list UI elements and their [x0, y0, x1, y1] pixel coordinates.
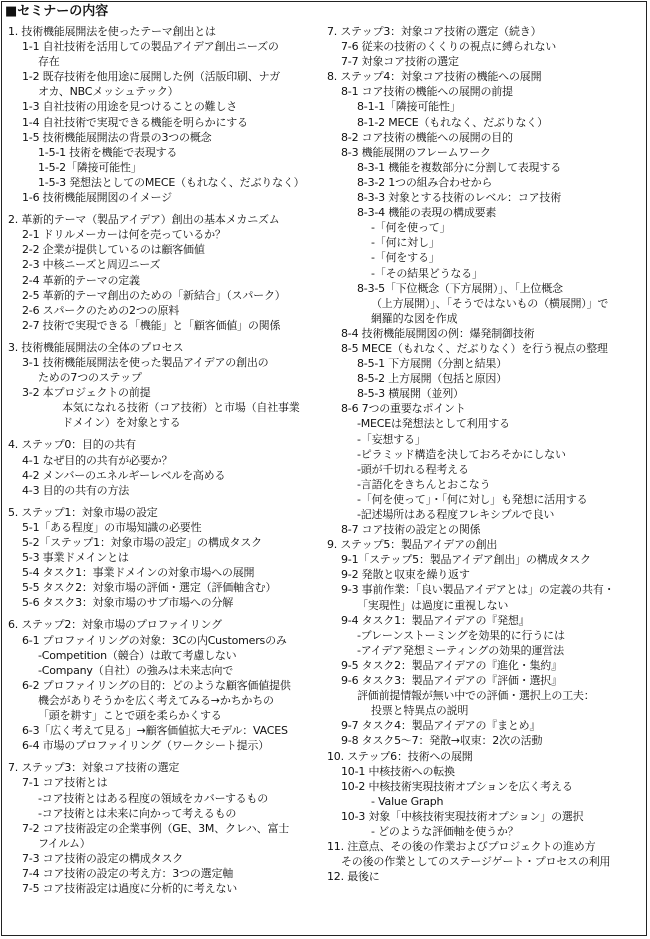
section-gap [8, 333, 323, 340]
list-item: 6-2 プロファイリングの目的：どのような顧客価値提供 [22, 678, 291, 692]
list-item: 1-5 技術機能展開法の背景の3つの概念 [22, 130, 212, 144]
list-item: -言語化をきちんとおこなう [357, 477, 491, 491]
section-heading: 11. 注意点、その後の作業およびプロジェクトの進め方 [327, 840, 596, 854]
list-item: 4-2 メンバーのエネルギーレベルを高める [22, 468, 226, 482]
section-heading: 12. 最後に [327, 870, 380, 884]
list-item: -頭が千切れる程考える [357, 462, 469, 476]
list-item: 5-6 タスク3：対象市場のサブ市場への分解 [22, 596, 234, 610]
list-item: 8-1 コア技術の機能への展開の前提 [341, 85, 513, 99]
list-item: 2-4 革新的テーマの定義 [22, 273, 140, 287]
list-item: 8-4 技術機能展開図の例：爆発制御技術 [341, 326, 535, 340]
list-item: 9-8 タスク5～7：発散→収束：2次の活動 [341, 734, 543, 748]
list-item: -「何に対し」 [371, 236, 440, 250]
list-item: -コア技術とはある程度の領域をカバーするもの [38, 791, 269, 805]
list-item: 本気になれる技術（コア技術）と市場（自社事業 [62, 401, 300, 415]
left-column [8, 24, 323, 896]
list-item: 8-1-2 MECE（もれなく、だぶりなく） [357, 115, 548, 129]
page-title: ■セミナーの内容 [5, 4, 109, 19]
list-item: （上方展開）」、「そうではないもの（横展開）」で [371, 296, 609, 310]
list-item: 1-3 自社技術の用途を見つけることの難しさ [22, 100, 238, 114]
list-item: フイルム） [38, 836, 91, 850]
list-item: 9-3 事前作業：「良い製品アイデアとは」の定義の共有・ [341, 583, 615, 597]
list-item: 1-5-3 発想法としてのMECE（もれなく、だぶりなく） [38, 175, 305, 189]
list-item: 4-1 なぜ目的の共有が必要か？ [22, 453, 173, 467]
list-item: -記述場所はある程度フレキシブルで良い [357, 508, 555, 521]
list-item: -ピラミッド構造を決しておろそかにしない [357, 447, 566, 461]
list-item: 網羅的な図を作成 [371, 311, 458, 325]
list-item: オカ、NBCメッシュテック） [38, 85, 179, 99]
list-item: ドメイン）を対象とする [62, 416, 181, 430]
section-heading: 9. ステップ5：製品アイデアの創出 [327, 538, 498, 552]
list-item: -Competition（競合）は敢て考慮しない [38, 648, 237, 662]
list-item: -「何をする」 [371, 251, 440, 265]
section-heading: 1. 技術機能展開法を使ったテーマ創出とは [8, 25, 216, 38]
list-item: 7-4 コア技術の設定の考え方：3つの選定軸 [22, 866, 234, 880]
list-item: 5-2「ステップ1：対象市場の設定」の構成タスク [22, 536, 262, 549]
list-item: 2-5 革新的テーマ創出のための「新結合」（スパーク） [22, 288, 286, 302]
list-item: 5-3 事業ドメインとは [22, 551, 129, 565]
section-heading: 8. ステップ4：対象コア技術の機能への展開 [327, 70, 542, 84]
list-item: - Value Graph [371, 794, 444, 808]
list-item: 8-2 コア技術の機能への展開の目的 [341, 130, 513, 144]
right-column [327, 24, 645, 884]
list-item: 投票と特異点の説明 [371, 704, 469, 718]
list-item: 2-7 技術で実現できる「機能」と「顧客価値」の関係 [22, 318, 281, 332]
list-item: 2-3 中核ニーズと周辺ニーズ [22, 258, 161, 272]
list-item: 7-1 コア技術とは [22, 776, 108, 790]
section-gap [8, 498, 323, 505]
list-item: 8-3-2 1つの組み合わせから [357, 175, 493, 189]
list-item: 5-4 タスク1：事業ドメインの対象市場への展開 [22, 566, 255, 580]
list-item: 2-6 スパークのための2つの原料 [22, 303, 180, 317]
list-item: -「その結果どうなる」 [371, 266, 483, 280]
list-item: その後の作業としてのステージゲート・プロセスの利用 [341, 855, 611, 869]
list-item: -「何を使って」 [371, 221, 451, 235]
section-heading: 4. ステップ0：目的の共有 [8, 438, 136, 452]
list-item: ための7つのステップ [38, 371, 142, 385]
list-item: 7-5 コア技術設定は過度に分析的に考えない [22, 882, 238, 896]
section-heading: 2. 革新的テーマ（製品アイデア）創出の基本メカニズム [8, 213, 280, 227]
list-item: 機会がありそうかを広く考えてみる→かちかちの [38, 693, 274, 707]
list-item: 10-2 中核技術実現技術オプションを広く考える [341, 779, 573, 793]
list-item: 1-5-2「隣接可能性」 [38, 160, 142, 174]
section-heading: 7. ステップ3：対象コア技術の選定 [8, 761, 180, 775]
list-item: 8-7 コア技術の設定との関係 [341, 523, 481, 537]
list-item: 7-2 コア技術設定の企業事例（GE、3M、クレハ、富士 [22, 821, 290, 835]
list-item: 7-3 コア技術の設定の構成タスク [22, 851, 184, 865]
list-item: - どのような評価軸を使うか？ [371, 824, 519, 838]
list-item: 6-1 プロファイリングの対象：3Cの内Customersのみ [22, 633, 287, 647]
list-item: 8-3-3 対象とする技術のレベル：コア技術 [357, 191, 562, 205]
list-item: 10-3 対象「中核技術実現技術オプション」の選択 [341, 809, 584, 823]
section-gap [8, 430, 323, 437]
list-item: 9-6 タスク3：製品アイデアの『評価・選択』 [341, 674, 562, 688]
list-item: 1-4 自社技術で実現できる機能を明らかにする [22, 115, 248, 129]
list-item: 4-3 目的の共有の方法 [22, 483, 130, 497]
list-item: -「何を使って」・「何に対し」も発想に活用する [357, 492, 588, 506]
list-item: 7-6 従来の技術のくくりの視点に縛られない [341, 40, 557, 54]
list-item: -ブレーンストーミングを効果的に行うには [357, 628, 565, 642]
list-item: 8-6 7つの重要なポイント [341, 402, 466, 416]
list-item: -コア技術とは未来に向かって考えるもの [38, 806, 237, 820]
list-item: 9-1「ステップ5：製品アイデア創出」の構成タスク [341, 553, 591, 567]
list-item: 8-1-1「隣接可能性」 [357, 100, 461, 114]
list-item: 8-5 MECE（もれなく、だぶりなく）を行う視点の整理 [341, 341, 608, 355]
list-item: 8-3-5「下位概念（下方展開）」、「上位概念 [357, 281, 563, 295]
section-gap [8, 610, 323, 617]
list-item: 1-6 技術機能展開図のイメージ [22, 191, 172, 205]
list-item: 9-7 タスク4：製品アイデアの『まとめ』 [341, 719, 541, 733]
list-item: 2-2 企業が提供しているのは顧客価値 [22, 243, 205, 257]
list-item: 9-5 タスク2：製品アイデアの『進化・集約』 [341, 658, 562, 672]
list-item: 9-4 タスク1：製品アイデアの『発想』 [341, 613, 530, 627]
list-item: 8-5-1 下方展開（分割と結果） [357, 357, 508, 371]
list-item: 2-1 ドリルメーカーは何を売っているか？ [22, 228, 226, 242]
section-heading: 3. 技術機能展開法の全体のプロセス [8, 340, 184, 354]
list-item: 6-4 市場のプロファイリング（ワークシート提示） [22, 739, 270, 753]
list-item: 8-3 機能展開のフレームワーク [341, 145, 491, 159]
section-heading: 6. ステップ2：対象市場のプロファイリング [8, 618, 222, 632]
list-item: 存在 [38, 55, 60, 69]
section-heading: 10. ステップ6：技術への展開 [327, 749, 473, 763]
list-item: -アイデア発想ミーティングの効果的運営法 [357, 643, 564, 657]
list-item: 「頭を耕す」ことで頭を柔らかくする [38, 709, 222, 723]
list-item: 8-3-1 機能を複数部分に分割して表現する [357, 160, 562, 174]
list-item: 6-3「広く考えて見る」→顧客価値拡大モデル：VACES [22, 724, 288, 738]
list-item: 8-3-4 機能の表現の構成要素 [357, 206, 497, 220]
list-item: -Company（自社）の強みは未来志向で [38, 663, 234, 677]
section-gap [8, 753, 323, 760]
list-item: 「実現性」は過度に重視しない [357, 598, 509, 612]
list-item: 5-5 タスク2：対象市場の評価・選定（評価軸含む） [22, 581, 277, 595]
list-item: -MECEは発想法として利用する [357, 417, 510, 431]
section-gap [8, 205, 323, 212]
list-item: 3-1 技術機能展開法を使った製品アイデアの創出の [22, 355, 269, 369]
list-item: 1-2 既存技術を他用途に展開した例（活版印刷、ナガ [22, 70, 281, 84]
list-item: 10-1 中核技術への転換 [341, 764, 455, 778]
list-item: 9-2 発散と収束を繰り返す [341, 568, 470, 582]
section-heading: 5. ステップ1：対象市場の設定 [8, 505, 158, 519]
list-item: 1-1 自社技術を活用しての製品アイデア創出ニーズの [22, 40, 279, 54]
section-heading: 7. ステップ3：対象コア技術の選定（続き） [327, 25, 542, 38]
list-item: 1-5-1 技術を機能で表現する [38, 145, 178, 159]
list-item: -「妄想する」 [357, 432, 426, 446]
list-item: 3-2 本プロジェクトの前提 [22, 386, 151, 400]
list-item: 8-5-3 横展開（並列） [357, 387, 464, 401]
list-item: 評価前提情報が無い中での評価・選択上の工夫： [357, 689, 595, 703]
list-item: 5-1「ある程度」の市場知識の必要性 [22, 520, 202, 534]
list-item: 8-5-2 上方展開（包括と原因） [357, 372, 508, 386]
list-item: 7-7 対象コア技術の選定 [341, 55, 459, 69]
